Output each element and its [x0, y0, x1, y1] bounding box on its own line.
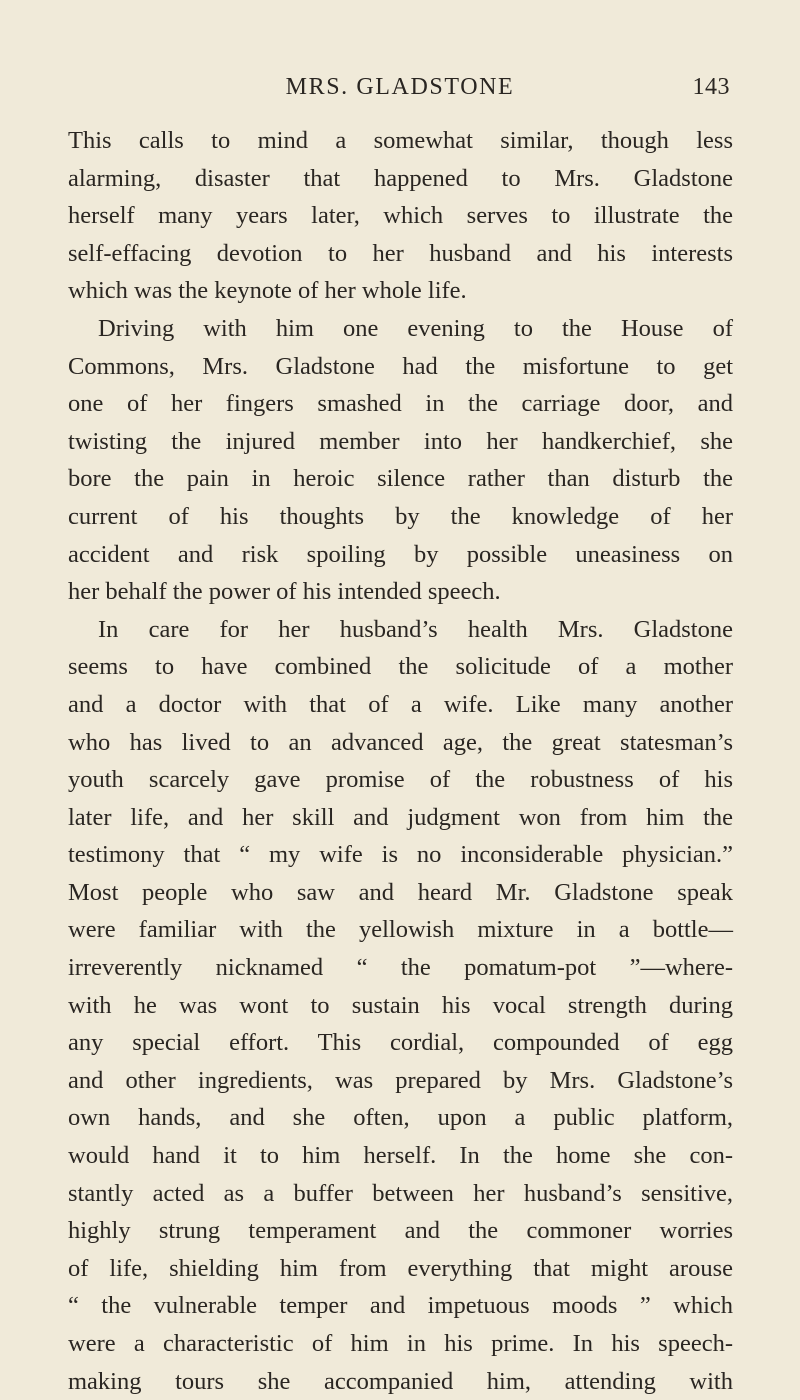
text-line: testimony that “ my wife is no inconsiderable physician.”	[68, 841, 733, 869]
text-line: twisting the injured member into her handkerchief, she	[68, 427, 733, 455]
text-line: current of his thoughts by the knowledge of her	[68, 502, 733, 530]
text-line: bore the pain in heroic silence rather than disturb the	[68, 465, 733, 493]
text-line: Most people who saw and heard Mr. Gladstone speak	[68, 878, 733, 906]
page-number: 143	[692, 74, 730, 100]
text-line: highly strung temperament and the commoner worries	[68, 1217, 733, 1245]
text-line: irreverently nicknamed “ the pomatum-pot ”—where-	[68, 954, 733, 982]
text-line: In care for her husband’s health Mrs. Gladstone	[98, 615, 733, 643]
text-line: and other ingredients, was prepared by Mrs. Gladstone’s	[68, 1066, 733, 1094]
body-text	[68, 122, 733, 1400]
running-title: MRS. GLADSTONE	[285, 74, 515, 100]
text-line: seems to have combined the solicitude of a mother	[68, 653, 733, 681]
text-line: accident and risk spoiling by possible uneasiness on	[68, 540, 733, 568]
text-line: “ the vulnerable temper and impetuous moods ” which	[68, 1292, 733, 1320]
text-line: own hands, and she often, upon a public platform,	[68, 1104, 733, 1132]
text-line: one of her fingers smashed in the carriage door, and	[68, 390, 733, 418]
text-line: This calls to mind a somewhat similar, though less	[68, 127, 733, 154]
text-line: herself many years later, which serves to illustrate the	[68, 202, 733, 230]
text-line: stantly acted as a buffer between her husband’s sensitive,	[68, 1179, 733, 1207]
text-line: of life, shielding him from everything that might arouse	[68, 1254, 733, 1282]
text-line: making tours she accompanied him, attending with	[68, 1367, 733, 1395]
running-head	[0, 74, 800, 108]
text-line: and a doctor with that of a wife. Like many another	[68, 690, 733, 718]
text-line: were a characteristic of him in his prime. In his speech-	[68, 1330, 733, 1357]
text-line: later life, and her skill and judgment won from him the	[68, 803, 733, 831]
text-line: Driving with him one evening to the House of	[98, 314, 733, 342]
text-line: who has lived to an advanced age, the great statesman’s	[68, 728, 733, 756]
text-line: self-effacing devotion to her husband and his interests	[68, 239, 733, 267]
text-line: youth scarcely gave promise of the robustness of his	[68, 766, 733, 794]
text-line: which was the keynote of her whole life.	[68, 277, 467, 305]
text-line: alarming, disaster that happened to Mrs. Gladstone	[68, 164, 733, 192]
text-line: would hand it to him herself. In the home she con-	[68, 1142, 733, 1170]
text-line: were familiar with the yellowish mixture in a bottle—	[68, 916, 733, 944]
text-line: her behalf the power of his intended speech.	[68, 578, 501, 606]
text-line: with he was wont to sustain his vocal strength during	[68, 991, 733, 1019]
text-line: any special effort. This cordial, compounded of egg	[68, 1029, 733, 1057]
text-line: Commons, Mrs. Gladstone had the misfortune to get	[68, 352, 733, 380]
